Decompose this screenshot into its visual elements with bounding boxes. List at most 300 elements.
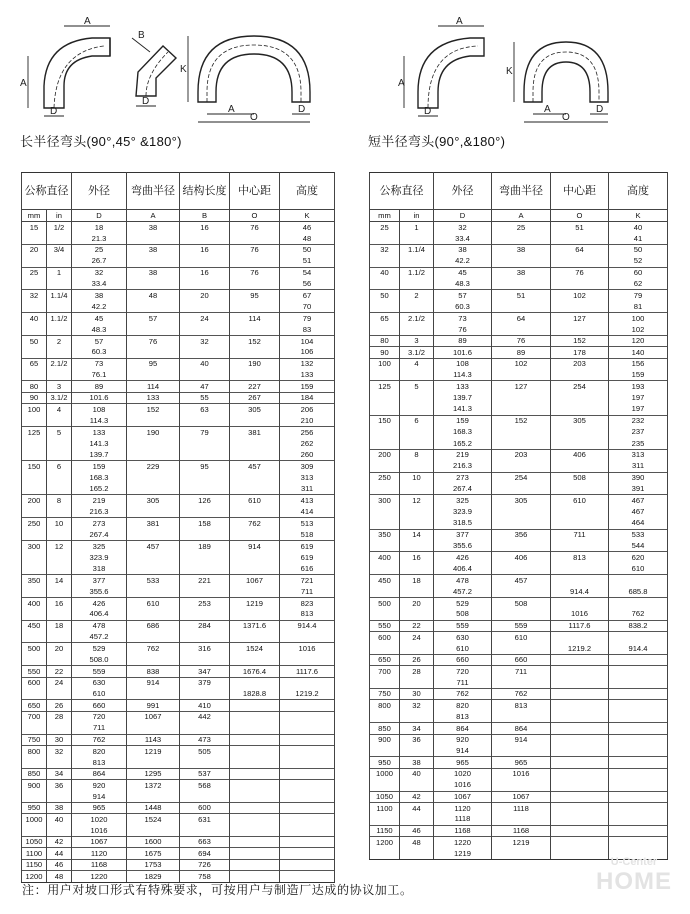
- table-row: [370, 256, 668, 267]
- table-cell: 813: [280, 609, 335, 620]
- table-cell: 30: [47, 734, 72, 745]
- table-cell: 95: [230, 290, 280, 301]
- table-cell: 313: [609, 449, 668, 460]
- table-cell: [370, 404, 400, 415]
- table-cell: 311: [609, 461, 668, 472]
- table-row: [22, 222, 335, 233]
- table-cell: 30: [400, 689, 434, 700]
- table-cell: 920: [434, 734, 492, 745]
- table-cell: 95: [180, 461, 230, 472]
- unit-cell: K: [280, 210, 335, 222]
- table-cell: 1118: [434, 814, 492, 825]
- table-cell: [280, 654, 335, 665]
- table-row: [370, 472, 668, 483]
- table-cell: [127, 689, 180, 700]
- table-cell: [180, 449, 230, 460]
- table-cell: [230, 848, 280, 859]
- table-row: [370, 518, 668, 529]
- table-cell: [609, 711, 668, 722]
- table-cell: [230, 529, 280, 540]
- table-cell: [551, 666, 609, 677]
- table-row: [370, 438, 668, 449]
- table-cell: [370, 848, 400, 859]
- table-cell: 850: [370, 723, 400, 734]
- table-cell: [551, 278, 609, 289]
- table-cell: [22, 278, 47, 289]
- table-cell: 720: [434, 666, 492, 677]
- table-cell: 159: [434, 415, 492, 426]
- table-cell: [492, 586, 551, 597]
- table-cell: [370, 427, 400, 438]
- table-cell: 20: [22, 244, 47, 255]
- table-cell: 152: [230, 335, 280, 346]
- table-cell: 1000: [22, 814, 47, 825]
- table-cell: 318.5: [434, 518, 492, 529]
- table-cell: [400, 677, 434, 688]
- table-cell: 168.3: [434, 427, 492, 438]
- table-cell: 813: [72, 757, 127, 768]
- table-cell: 38: [47, 802, 72, 813]
- table-cell: [22, 586, 47, 597]
- table-cell: [370, 324, 400, 335]
- table-cell: [400, 370, 434, 381]
- table-cell: [400, 745, 434, 756]
- table-row: [22, 597, 335, 608]
- table-cell: 73: [72, 358, 127, 369]
- table-cell: [400, 483, 434, 494]
- table-cell: 6: [47, 461, 72, 472]
- table-cell: 250: [370, 472, 400, 483]
- unit-cell: mm: [370, 210, 400, 222]
- table-cell: 1120: [72, 848, 127, 859]
- table-cell: [609, 757, 668, 768]
- table-cell: [609, 825, 668, 836]
- table-cell: [400, 278, 434, 289]
- table-cell: [47, 654, 72, 665]
- table-cell: [230, 711, 280, 722]
- table-cell: 57: [72, 335, 127, 346]
- table-cell: [280, 848, 335, 859]
- table-cell: 1050: [370, 791, 400, 802]
- table-cell: [280, 677, 335, 688]
- table-cell: 631: [180, 814, 230, 825]
- table-row: [370, 677, 668, 688]
- table-cell: [400, 586, 434, 597]
- table-cell: 114: [230, 313, 280, 324]
- table-cell: 189: [180, 540, 230, 551]
- table-cell: 100: [609, 313, 668, 324]
- table-cell: [127, 563, 180, 574]
- table-cell: 610: [609, 563, 668, 574]
- table-cell: 914.4: [280, 620, 335, 631]
- table-cell: 158: [180, 518, 230, 529]
- table-cell: 965: [492, 757, 551, 768]
- table-cell: [22, 563, 47, 574]
- table-cell: [230, 723, 280, 734]
- table-cell: [609, 723, 668, 734]
- table-row: [22, 666, 335, 677]
- table-row: [22, 290, 335, 301]
- table-cell: 48: [400, 837, 434, 848]
- table-cell: 46: [47, 859, 72, 870]
- header-center-distance: 中心距: [230, 173, 280, 210]
- table-cell: 108: [434, 358, 492, 369]
- table-cell: [492, 233, 551, 244]
- table-cell: 750: [370, 689, 400, 700]
- table-cell: 1020: [72, 814, 127, 825]
- table-cell: [230, 654, 280, 665]
- table-cell: [47, 791, 72, 802]
- table-cell: [492, 563, 551, 574]
- table-row: [370, 768, 668, 779]
- table-cell: [492, 814, 551, 825]
- table-cell: 529: [434, 597, 492, 608]
- table-cell: 48: [47, 871, 72, 882]
- table-cell: 1219: [492, 837, 551, 848]
- table-cell: [230, 745, 280, 756]
- table-cell: 559: [434, 620, 492, 631]
- unit-cell: K: [609, 210, 668, 222]
- table-cell: [280, 745, 335, 756]
- table-cell: [22, 324, 47, 335]
- table-cell: 600: [180, 802, 230, 813]
- table-cell: [22, 415, 47, 426]
- table-cell: 2.1/2: [400, 313, 434, 324]
- table-cell: [230, 700, 280, 711]
- table-cell: 14: [400, 529, 434, 540]
- table-row: [370, 233, 668, 244]
- table-cell: [609, 689, 668, 700]
- table-cell: [180, 233, 230, 244]
- table-cell: [230, 301, 280, 312]
- table-cell: 991: [127, 700, 180, 711]
- table-cell: [400, 814, 434, 825]
- table-cell: [370, 745, 400, 756]
- table-cell: 406.4: [72, 609, 127, 620]
- table-cell: 42: [47, 837, 72, 848]
- table-cell: 16: [400, 552, 434, 563]
- table-cell: 1016: [434, 780, 492, 791]
- table-cell: [47, 472, 72, 483]
- table-cell: 1168: [72, 859, 127, 870]
- table-row: [370, 267, 668, 278]
- table-cell: [230, 609, 280, 620]
- table-cell: 45: [434, 267, 492, 278]
- table-cell: 67: [280, 290, 335, 301]
- table-cell: [47, 552, 72, 563]
- header-bend-radius: 弯曲半径: [492, 173, 551, 210]
- table-cell: [230, 768, 280, 779]
- table-cell: [551, 518, 609, 529]
- table-cell: 104: [280, 335, 335, 346]
- table-cell: 262: [280, 438, 335, 449]
- table-row: [22, 313, 335, 324]
- table-cell: 762: [434, 689, 492, 700]
- table-cell: [370, 677, 400, 688]
- table-cell: [230, 814, 280, 825]
- table-cell: 620: [609, 552, 668, 563]
- table-cell: 46: [280, 222, 335, 233]
- table-row: [22, 677, 335, 688]
- table-cell: [609, 837, 668, 848]
- table-row: [370, 689, 668, 700]
- table-cell: [180, 324, 230, 335]
- table-row: [22, 483, 335, 494]
- table-cell: 60: [609, 267, 668, 278]
- table-cell: 711: [551, 529, 609, 540]
- header-center-distance: 中心距: [551, 173, 609, 210]
- table-cell: [400, 563, 434, 574]
- table-cell: 165.2: [72, 483, 127, 494]
- table-cell: 267.4: [72, 529, 127, 540]
- table-cell: [551, 689, 609, 700]
- long-radius-elbow-diagram: [18, 16, 338, 126]
- table-cell: [127, 438, 180, 449]
- table-row: [370, 244, 668, 255]
- table-cell: 12: [47, 540, 72, 551]
- watermark-bottom-text: HOME: [596, 868, 672, 895]
- table-cell: [551, 301, 609, 312]
- header-outer-diameter: 外径: [72, 173, 127, 210]
- table-row: [22, 392, 335, 403]
- table-cell: 32: [370, 244, 400, 255]
- table-row: [22, 689, 335, 700]
- table-cell: 227: [230, 381, 280, 392]
- table-cell: 355.6: [72, 586, 127, 597]
- table-cell: 221: [180, 575, 230, 586]
- table-cell: 663: [180, 837, 230, 848]
- table-cell: 165.2: [434, 438, 492, 449]
- table-cell: [400, 233, 434, 244]
- table-row: [22, 837, 335, 848]
- table-cell: [230, 552, 280, 563]
- table-cell: 120: [609, 335, 668, 346]
- table-cell: 559: [72, 666, 127, 677]
- table-cell: 62: [609, 278, 668, 289]
- table-cell: 406.4: [434, 563, 492, 574]
- table-row: [22, 472, 335, 483]
- table-cell: 284: [180, 620, 230, 631]
- table-cell: 32: [400, 700, 434, 711]
- table-cell: 1020: [434, 768, 492, 779]
- table-cell: 81: [609, 301, 668, 312]
- table-cell: 377: [434, 529, 492, 540]
- table-cell: 25: [370, 222, 400, 233]
- table-cell: 1000: [370, 768, 400, 779]
- r-dim-a-label: A: [456, 16, 463, 27]
- table-cell: 20: [47, 643, 72, 654]
- table-cell: [551, 723, 609, 734]
- table-cell: [492, 518, 551, 529]
- table-cell: 1372: [127, 780, 180, 791]
- table-cell: [400, 711, 434, 722]
- table-cell: [492, 404, 551, 415]
- table-cell: 1200: [22, 871, 47, 882]
- table-cell: 203: [551, 358, 609, 369]
- table-cell: [551, 404, 609, 415]
- table-cell: 305: [127, 495, 180, 506]
- table-cell: 101.6: [434, 347, 492, 358]
- table-cell: [22, 449, 47, 460]
- table-cell: [230, 757, 280, 768]
- table-cell: 813: [551, 552, 609, 563]
- table-row: [22, 848, 335, 859]
- table-cell: 762: [609, 609, 668, 620]
- table-cell: [22, 506, 47, 517]
- table-cell: 630: [72, 677, 127, 688]
- table-cell: [127, 552, 180, 563]
- table-cell: 40: [370, 267, 400, 278]
- table-cell: 508: [434, 609, 492, 620]
- table-cell: [22, 757, 47, 768]
- table-cell: [230, 256, 280, 267]
- table-cell: [609, 745, 668, 756]
- table-cell: 864: [434, 723, 492, 734]
- table-cell: 920: [72, 780, 127, 791]
- table-row: [370, 415, 668, 426]
- table-cell: [370, 540, 400, 551]
- table-cell: 139.7: [72, 449, 127, 460]
- table-cell: 65: [22, 358, 47, 369]
- table-row: [22, 347, 335, 358]
- table-cell: 114: [127, 381, 180, 392]
- table-cell: 102: [492, 358, 551, 369]
- table-cell: 550: [22, 666, 47, 677]
- table-cell: 5: [400, 381, 434, 392]
- dim-a-side-label: A: [20, 78, 27, 89]
- table-cell: 38: [492, 244, 551, 255]
- table-row: [370, 392, 668, 403]
- r-dim-a-180-label: A: [544, 104, 551, 115]
- table-cell: 38: [127, 244, 180, 255]
- short-radius-elbow-diagram: [398, 16, 618, 126]
- table-cell: 106: [280, 347, 335, 358]
- table-cell: 22: [47, 666, 72, 677]
- table-cell: 356: [492, 529, 551, 540]
- table-cell: 34: [400, 723, 434, 734]
- table-cell: [22, 825, 47, 836]
- table-cell: 20: [400, 597, 434, 608]
- table-cell: 10: [400, 472, 434, 483]
- table-cell: 323.9: [434, 506, 492, 517]
- table-cell: [180, 791, 230, 802]
- table-cell: [492, 483, 551, 494]
- table-cell: 450: [370, 575, 400, 586]
- table-row: [370, 506, 668, 517]
- table-cell: 619: [280, 552, 335, 563]
- table-cell: 38: [127, 267, 180, 278]
- table-cell: 685.8: [609, 586, 668, 597]
- table-row: [22, 780, 335, 791]
- table-row: [22, 768, 335, 779]
- table-cell: [230, 233, 280, 244]
- table-cell: 90: [22, 392, 47, 403]
- table-cell: 50: [370, 290, 400, 301]
- table-cell: 3: [47, 381, 72, 392]
- table-cell: 1219.2: [280, 689, 335, 700]
- table-cell: [47, 757, 72, 768]
- table-cell: 60.3: [72, 347, 127, 358]
- table-cell: 40: [22, 313, 47, 324]
- table-cell: 1067: [127, 711, 180, 722]
- table-row: [370, 791, 668, 802]
- table-cell: 70: [280, 301, 335, 312]
- table-cell: [127, 324, 180, 335]
- table-cell: 508.0: [72, 654, 127, 665]
- dim-d-180-label: D: [298, 104, 306, 115]
- table-cell: [400, 643, 434, 654]
- table-cell: 267: [230, 392, 280, 403]
- table-cell: 323.9: [72, 552, 127, 563]
- table-cell: 38: [127, 222, 180, 233]
- table-cell: [180, 483, 230, 494]
- table-cell: [47, 324, 72, 335]
- table-cell: 24: [47, 677, 72, 688]
- table-cell: 141.3: [72, 438, 127, 449]
- table-cell: 864: [492, 723, 551, 734]
- table-row: [370, 278, 668, 289]
- table-cell: [230, 802, 280, 813]
- table-cell: 850: [22, 768, 47, 779]
- table-cell: 76: [551, 267, 609, 278]
- table-cell: [230, 791, 280, 802]
- table-cell: [370, 370, 400, 381]
- table-cell: [127, 825, 180, 836]
- table-cell: 505: [180, 745, 230, 756]
- table-cell: [400, 780, 434, 791]
- unit-cell: A: [127, 210, 180, 222]
- table-cell: 559: [492, 620, 551, 631]
- table-cell: [492, 711, 551, 722]
- table-cell: 18: [47, 620, 72, 631]
- table-cell: 32: [180, 335, 230, 346]
- table-cell: 694: [180, 848, 230, 859]
- table-cell: [22, 552, 47, 563]
- table-row: [22, 427, 335, 438]
- table-cell: 309: [280, 461, 335, 472]
- table-cell: [492, 392, 551, 403]
- table-cell: 102: [609, 324, 668, 335]
- table-row: [370, 313, 668, 324]
- table-cell: 610: [492, 632, 551, 643]
- table-cell: 838: [127, 666, 180, 677]
- table-cell: 190: [230, 358, 280, 369]
- table-cell: 500: [370, 597, 400, 608]
- table-cell: [47, 347, 72, 358]
- table-row: [22, 358, 335, 369]
- table-cell: 44: [47, 848, 72, 859]
- table-cell: 426: [434, 552, 492, 563]
- table-header-row: [370, 173, 668, 210]
- table-row: [22, 552, 335, 563]
- table-cell: [551, 632, 609, 643]
- table-cell: [22, 438, 47, 449]
- table-cell: 18: [400, 575, 434, 586]
- table-cell: 610: [551, 495, 609, 506]
- table-row: [22, 529, 335, 540]
- table-cell: [551, 324, 609, 335]
- table-row: [22, 563, 335, 574]
- table-row: [370, 700, 668, 711]
- table-cell: 50: [280, 244, 335, 255]
- table-cell: [551, 711, 609, 722]
- table-cell: 473: [180, 734, 230, 745]
- table-cell: 235: [609, 438, 668, 449]
- table-cell: [22, 370, 47, 381]
- table-cell: 200: [370, 449, 400, 460]
- table-cell: 108: [72, 404, 127, 415]
- table-cell: 2: [47, 335, 72, 346]
